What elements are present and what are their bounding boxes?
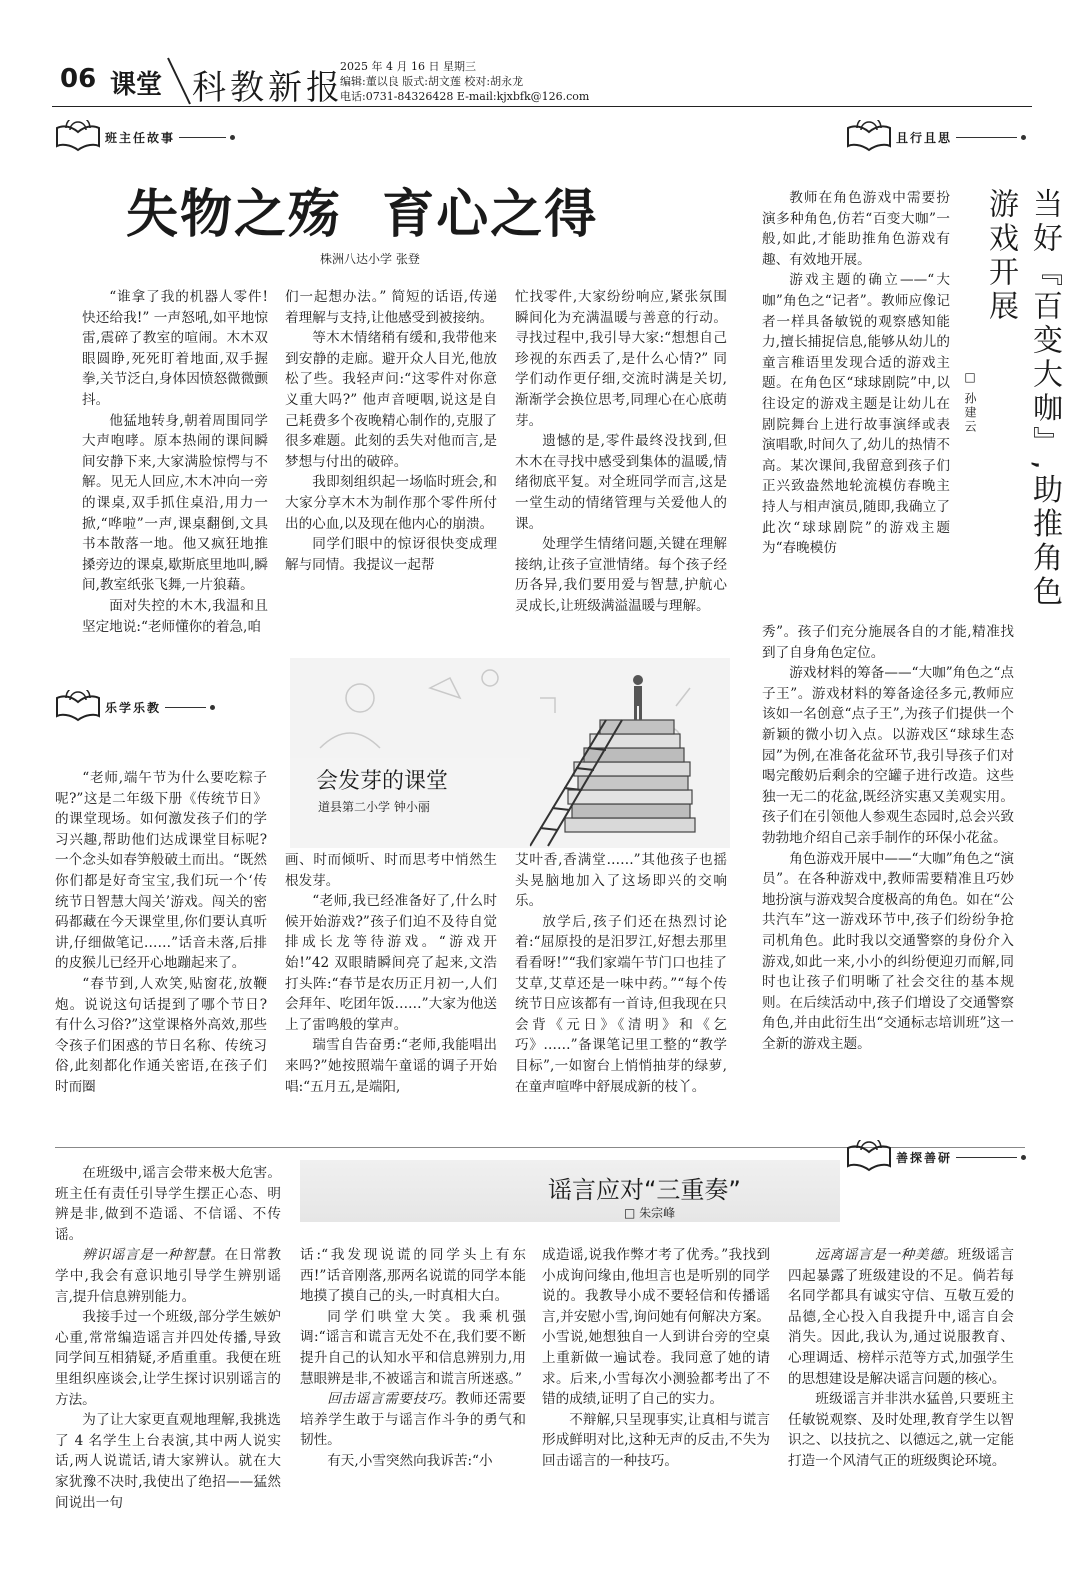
paragraph: 话:“我发现说谎的同学头上有东西!”话音刚落,那两名说谎的同学本能地摸了摸自己的头,一时真相大白。 — [300, 1247, 526, 1305]
books-ladder-illustration — [290, 658, 730, 848]
page-number: 06 — [60, 64, 97, 94]
editors-line: 编辑:董以良 版式:胡文莲 校对:胡永龙 — [340, 75, 524, 88]
paragraph: 游戏主题的确立——“大咖”角色之“记者”。教师应像记者一样具备敏锐的观察感知能力,擅长捕捉信息,能够从幼儿的童言稚语里发现合适的游戏主题。在角色区“球球剧院”中,以往设定的游戏主题是让幼儿在剧院舞台上进行故事演绎或表演唱歌,时间久了,幼儿的热情不高。某次课间,我留意到孩子们正兴致盎然地轮流模仿春晚主持人与相声演员,随即,我确立了此次“球球剧院”的游戏主题为“春晚模仿 — [762, 272, 950, 557]
article-title: 当好『百变大咖』,助推角色游戏开展 — [983, 188, 1062, 610]
paragraph: 面对失控的木木,我温和且坚定地说:“老师懂你的着急,咱 — [82, 597, 268, 635]
article-byline: □ 朱宗峰 — [624, 1206, 676, 1220]
paragraph: 我即刻组织起一场临时班会,和大家分享木木为制作那个零件所付出的心血,以及现在他内心的崩溃。 — [285, 474, 497, 532]
paragraph: 在班级中,谣言会带来极大危害。班主任有责任引导学生摆正心态、明辨是非,做到不造谣、不信谣、不传谣。 — [55, 1165, 281, 1243]
article-column — [542, 1245, 770, 1472]
column-tag-label: 且行且思 — [896, 130, 953, 145]
masthead-divider-icon — [164, 56, 194, 106]
paragraph: “谁拿了我的机器人零件!快还给我!” 一声怒吼,如平地惊雷,震碎了教室的喧闹。木木双眼圆睁,死死盯着地面,双手握拳,关节泛白,身体因愤怒微微颤抖。 — [82, 289, 268, 408]
open-book-icon — [846, 1140, 892, 1174]
paragraph: 艾叶香,香满堂……”其他孩子也摇头晃脑地加入了这场即兴的交响乐。 — [515, 852, 727, 910]
paragraph: 不辩解,只呈现事实,让真相与谎言形成鲜明对比,这种无声的反击,不失为回击谣言的一种技巧。 — [542, 1411, 770, 1469]
column-tag-label: 班主任故事 — [105, 130, 176, 145]
contact-line: 电话:0731-84326428 E-mail:kjxbfk@126.com — [340, 90, 590, 103]
paragraph: 同学们哄堂大笑。我乘机强调:“谣言和谎言无处不在,我们要不断提升自己的认知水平和信息辨别力,用慧眼辨是非,不被谣言和谎言所迷惑。” — [300, 1308, 526, 1387]
article-column — [300, 1245, 526, 1472]
article-byline: □ 孙建云 — [963, 370, 977, 434]
article-byline: 道县第二小学 钟小丽 — [318, 800, 430, 814]
paragraph: “老师,端午节为什么要吃粽子呢?”这是二年级下册《传统节日》的课堂现场。如何激发孩子们的学习兴趣,帮助他们达成课堂目标呢? 一个念头如春笋般破土而出。“既然你们都是好奇宝宝,我们玩一个‘传统节日智慧大闯关’游戏。闯关的密码都藏在今天课堂里,你们要认真听讲,仔细做笔记……”话音未落,后排的皮猴儿已经开心地蹦起来了。 — [55, 770, 267, 972]
column-tag-label: 善探善研 — [896, 1150, 953, 1165]
paragraph: 角色游戏开展中——“大咖”角色之“演员”。在各种游戏中,教师需要精准且巧妙地扮演与游戏契合度极高的角色。如在“公共汽车”这一游戏环节中,孩子们纷纷争抢司机角色。此时我以交通警察的身份介入游戏,如此一来,小小的纠纷便迎刃而解,同时也让孩子们明晰了社会交往的基本规则。在后续活动中,孩子们增设了交通警察角色,并由此衍生出“交通标志培训班”这一全新的游戏主题。 — [762, 850, 1014, 1052]
article-column — [515, 287, 727, 617]
paragraph: 教师在角色游戏中需要扮演多种角色,仿若“百变大咖”一般,如此,才能助推角色游戏有趣、有效地开展。 — [762, 190, 950, 268]
open-book-icon — [55, 690, 101, 724]
column-tag-reflect — [846, 120, 1026, 154]
paragraph: 回击谣言需要技巧。教师还需要培养学生敢于与谣言作斗争的勇气和韧性。 — [300, 1391, 527, 1449]
paragraph: 放学后,孩子们还在热烈讨论着:“屈原投的是汨罗江,好想去那里看看呀!”“我们家端午节门口也挂了艾草,艾草还是一味中药。”“每个传统节日应该都有一首诗,但我现在只会背《元日》《清明》和《乞巧》……”备课笔记里工整的“教学目标”,一如窗台上悄悄抽芽的绿萝,在童声喧哗中舒展成新的枝丫。 — [515, 913, 727, 1095]
paragraph: 处理学生情绪问题,关键在理解接纳,让孩子宣泄情绪。每个孩子经历各异,我们要用爱与智慧,护航心灵成长,让班级满溢温暖与理解。 — [515, 536, 727, 614]
article-title: 会发芽的课堂 — [316, 769, 449, 794]
paragraph: 辨识谣言是一种智慧。在日常教学中,我会有意识地引导学生辨别谣言,提升信息辨别能力。 — [55, 1247, 282, 1305]
paragraph: 游戏材料的筹备——“大咖”角色之“点子王”。游戏材料的筹备途径多元,教师应该如一名创意“点子王”,为孩子们提供一个新颖的微小切入点。以游戏区“球球生态园”为例,在准备花盆环节,我引导孩子们对喝完酸奶后剩余的空罐子进行改造。这些独一无二的花盆,既经济实惠又美观实用。孩子们在引领他人参观生态园时,总会兴致勃勃地介绍自己亲手制作的环保小花盆。 — [762, 665, 1014, 846]
paragraph: 们一起想办法。” 简短的话语,传递着理解与支持,让他感受到被接纳。 — [285, 289, 497, 326]
article-column — [55, 1163, 281, 1513]
paragraph: “老师,我已经准备好了,什么时候开始游戏?”孩子们迫不及待自觉排成长龙等待游戏。“游戏开始!”42 双眼睛瞬间亮了起来,文浩打头阵:“春节是农历正月初一,人们会拜年、吃团年饭……”大家为他送上了雷鸣般的掌声。 — [285, 893, 497, 1033]
paragraph: 成造谣,说我作弊才考了优秀。”我找到小成询问缘由,他坦言也是听别的同学说的。我教导小成不要轻信和传播谣言,并安慰小雪,询问她有何解决方案。小雪说,她想独自一人到讲台旁的空桌上重新做一遍试卷。我同意了她的请求。后来,小雪每次小测验都考出了不错的成绩,证明了自己的实力。 — [542, 1247, 770, 1408]
paragraph: 远离谣言是一种美德。班级谣言四起暴露了班级建设的不足。倘若每名同学都具有诚实守信、互敬互爱的品德,全心投入自我提升中,谣言自会消失。因此,我认为,通过说服教育、心理调适、榜样示范等方式,加强学生的思想建设是解决谣言问题的核心。 — [788, 1247, 1015, 1387]
section-name: 课堂 — [110, 70, 163, 100]
paragraph: 画、时而倾听、时而思考中悄然生根发芽。 — [285, 852, 497, 889]
article-column — [82, 287, 268, 637]
paper-name: 科教新报 — [192, 68, 344, 108]
paragraph: 有天,小雪突然向我诉苦:“小 — [327, 1452, 493, 1469]
paragraph: 遗憾的是,零件最终没找到,但木木在寻找中感受到集体的温暖,情绪彻底平复。对全班同学而言,这是一堂生动的情绪管理与关爱他人的课。 — [515, 433, 727, 532]
date-line: 2025 年 4 月 16 日 星期三 — [340, 60, 476, 73]
paragraph: 忙找零件,大家纷纷响应,紧张氛围瞬间化为充满温暖与善意的行动。寻找过程中,我引导大家:“想想自己珍视的东西丢了,是什么心情?” 同学们动作更仔细,交流时满是关切,渐渐学会换位思考,同理心在心底萌芽。 — [515, 289, 727, 429]
paragraph: 班级谣言并非洪水猛兽,只要班主任敏锐观察、及时处理,教育学生以智识之、以技抗之、以德远之,就一定能打造一个风清气正的班级舆论环境。 — [788, 1391, 1014, 1469]
article-title: 谣言应对“三重奏” — [548, 1176, 741, 1204]
masthead — [52, 56, 1032, 108]
paragraph: 秀”。孩子们充分施展各自的才能,精准找到了自身角色定位。 — [762, 624, 1014, 661]
article-column — [762, 622, 1014, 1054]
paragraph: 瑞雪自告奋勇:“老师,我能唱出来吗?”她按照端午童谣的调子开始唱:“五月五,是端阳, — [285, 1037, 497, 1095]
column-tag-explore — [846, 1140, 1026, 1174]
article-column — [55, 768, 267, 1098]
masthead-rule — [52, 106, 1032, 107]
paragraph: “春节到,人欢笑,贴窗花,放鞭炮。说说这句话提到了哪个节日? 有什么习俗?”这堂课格外高效,那些令孩子们困惑的节日名称、传统习俗,此刻都化作通关密语,在孩子们时而圈 — [55, 975, 267, 1095]
column-tag-story — [55, 120, 235, 154]
article-column — [515, 850, 727, 1097]
article-title: 失物之殇 育心之得 — [126, 185, 599, 245]
paragraph: 他猛地转身,朝着周围同学大声咆哮。原本热闹的课间瞬间安静下来,大家满脸惊愕与不解。见无人回应,木木冲向一旁的课桌,双手抓住桌沿,用力一掀,“哗啦”一声,课桌翻倒,文具书本散落一地。他又疯狂地推搡旁边的课桌,歇斯底里地叫,瞬间,教室纸张飞舞,一片狼藉。 — [82, 412, 268, 594]
column-tag-label: 乐学乐教 — [105, 700, 162, 715]
article-column — [762, 188, 950, 559]
open-book-icon — [55, 120, 101, 154]
paragraph: 我接手过一个班级,部分学生嫉妒心重,常常编造谣言并四处传播,导致同学间互相猜疑,矛盾重重。我便在班里组织座谈会,让学生探讨识别谣言的方法。 — [55, 1309, 281, 1408]
article-byline: 株洲八达小学 张登 — [320, 252, 420, 266]
article-column — [788, 1245, 1014, 1472]
paragraph: 等木木情绪稍有缓和,我带他来到安静的走廊。避开众人目光,他放松了些。我轻声问:“这零件对你意义重大吗?” 他声音哽咽,说这是自己耗费多个夜晚精心制作的,克服了很多难题。此刻的丢失对他而言,是梦想与付出的破碎。 — [285, 330, 497, 470]
paragraph: 为了让大家更直观地理解,我挑选了 4 名学生上台表演,其中两人说实话,两人说谎话,请大家辨认。就在大家犹豫不决时,我使出了绝招——猛然间说出一句 — [55, 1412, 281, 1511]
column-tag-learn — [55, 690, 215, 724]
article-column — [285, 287, 497, 575]
article-column — [285, 850, 497, 1097]
paragraph: 同学们眼中的惊讶很快变成理解与同情。我提议一起帮 — [285, 536, 497, 573]
open-book-icon — [846, 120, 892, 154]
